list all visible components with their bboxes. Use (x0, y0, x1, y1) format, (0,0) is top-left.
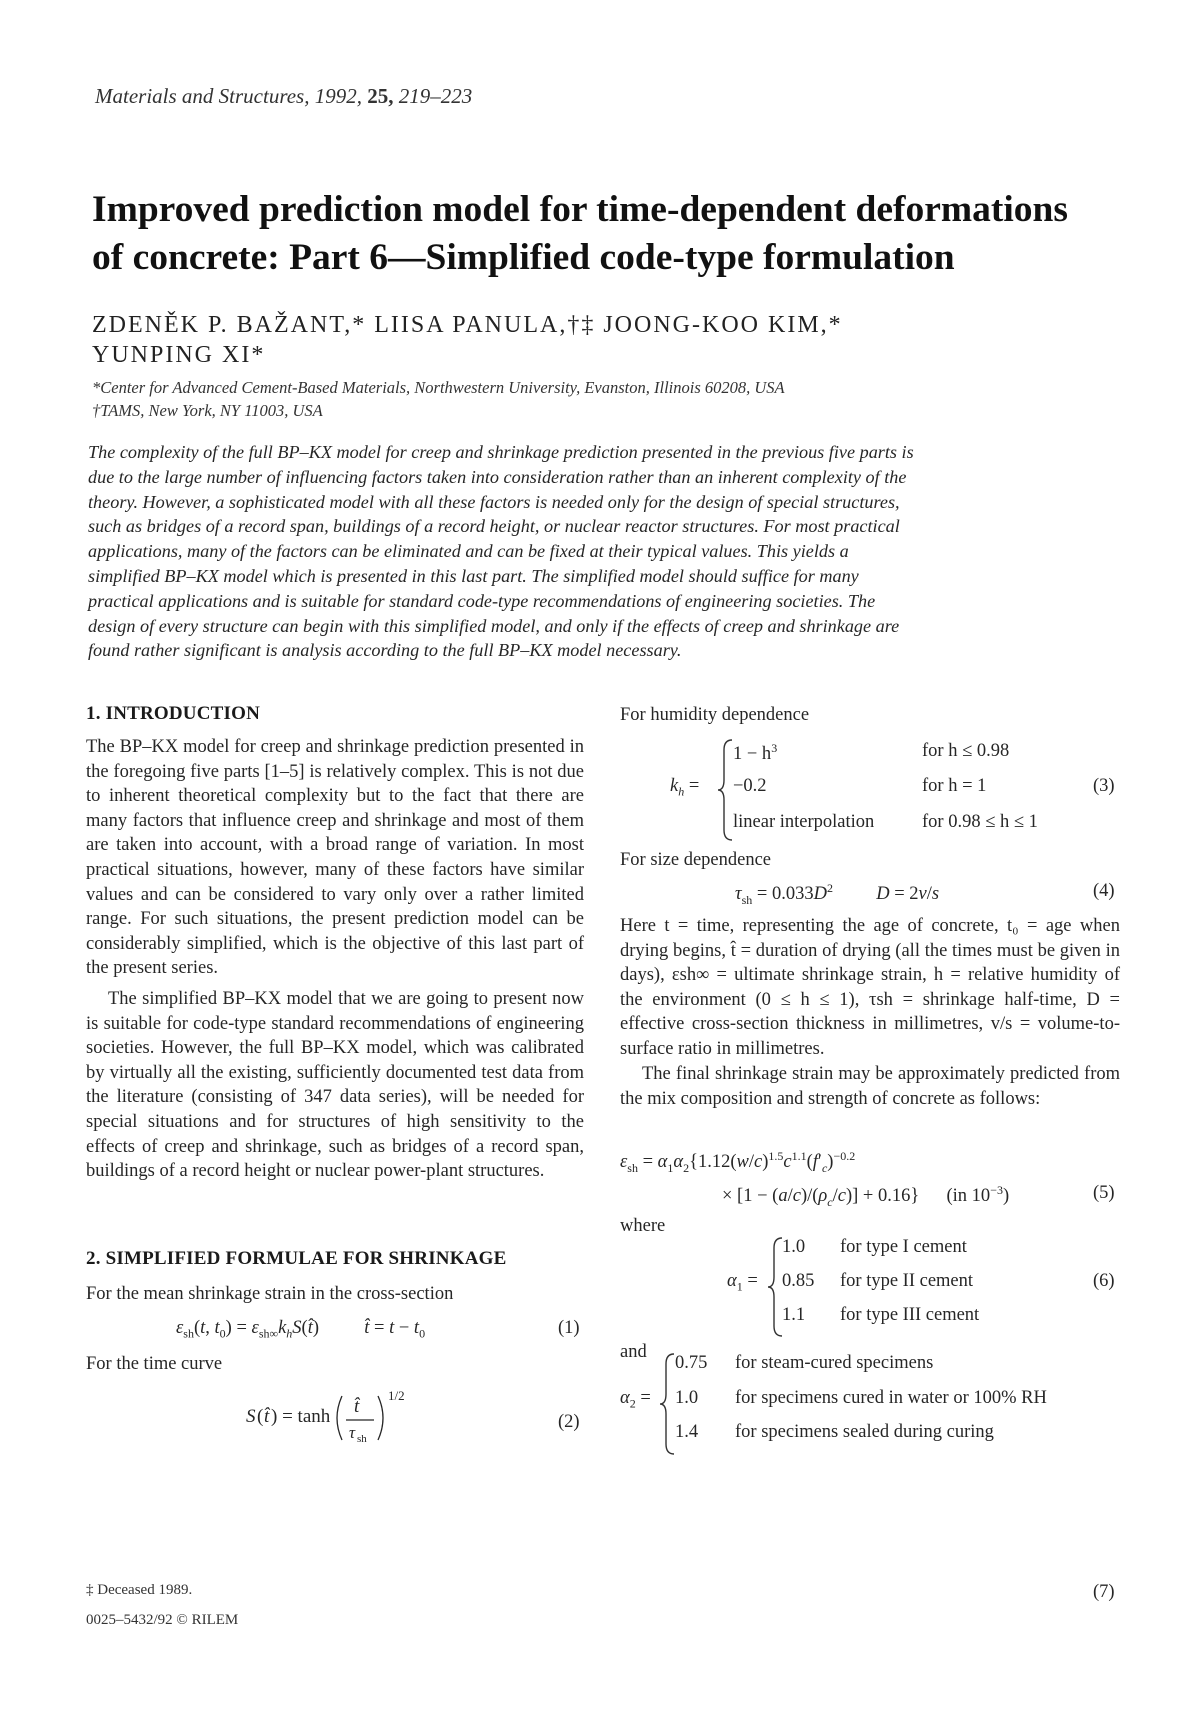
equation-3-row-2: −0.2 (733, 776, 767, 796)
equation-6-row-2-value: 0.85 (782, 1271, 815, 1291)
equation-7-row-1-desc: for steam-cured specimens (735, 1353, 934, 1373)
equation-1: $\varepsilon_{sh}(t$, $t_0$) = $\varepsilon_{sh\infty}k_hS(t̂)$ t̂ = $t - t_0$ (176, 1318, 426, 1341)
svg-text:τ: τ (349, 1423, 356, 1442)
equation-3-row-3: linear interpolation (733, 812, 875, 832)
svg-text:1/2: 1/2 (388, 1388, 405, 1403)
equation-3-row-3-condition: for 0.98 ≤ h ≤ 1 (922, 812, 1038, 832)
affiliations: *Center for Advanced Cement-Based Materials, Northwestern University, Evanston, Illinois 60208, USA †TAMS, New York, NY 11003, USA (92, 378, 785, 420)
paper-title: Improved prediction model for time-dependent deformations of concrete: Part 6—Simplified code-type formulation (92, 189, 1068, 278)
section-heading-introduction: 1. INTRODUCTION (86, 703, 261, 724)
humidity-dependence-text: For humidity dependence (620, 705, 810, 725)
final-shrinkage-text: The final shrinkage strain may be approximately predicted from the mix composition and strength of concrete as follows: (620, 1064, 1120, 1109)
equation-2-graphic (246, 1382, 446, 1446)
equation-5-line-2: × $[1 - (a/c)/(\rho_c/c)] + 0.16$} (in $10^{-3}$) (722, 1183, 1010, 1209)
equation-1-number: (1) (558, 1318, 580, 1338)
variable-definitions: Here t = time, representing the age of concrete, t₀ = age when drying begins, t̂ = duration of drying (all the times must be given in days), εsh∞ = ultimate shrinkage strain, h = relative humidity of the environment (0 ≤ h ≤ 1), τsh = shrinkage half-time, D = effective cross-section thickness in millimetres, v/s = volume-to-surface ratio in millimetres. (620, 916, 1120, 1059)
svg-text:(: ( (257, 1406, 264, 1427)
equation-2 (246, 1382, 446, 1452)
equation-7-row-2-desc: for specimens cured in water or 100% RH (735, 1388, 1047, 1408)
equation-6-number: (6) (1093, 1271, 1115, 1291)
svg-text:S: S (246, 1406, 256, 1427)
equation-7-row-2-value: 1.0 (675, 1388, 699, 1408)
svg-text:sh: sh (357, 1433, 367, 1445)
equation-4-number: (4) (1093, 881, 1115, 901)
journal-citation: Materials and Structures, 1992, 25, 219–223 (95, 84, 473, 108)
footnote-deceased: ‡ Deceased 1989. (86, 1582, 193, 1598)
equation-6-row-3-value: 1.1 (782, 1305, 806, 1325)
abstract: The complexity of the full BP–KX model for creep and shrinkage prediction presented in the previous five parts is due to the large number of influencing factors taken into consideration rather than an inherent complexity of the theory. However, a sophisticated model with all these factors is needed only for the design of special structures, such as bridges of a record span, buildings of a record height, or nuclear reactor structures. For most practical applications, many of the factors can be eliminated and can be fixed at their typical values. This yields a simplified BP–KX model which is presented in this last part. The simplified model should suffice for many practical applications and is suitable for standard code-type recommendations of engineering societies. The design of every structure can begin with this simplified model, and only if the effects of creep and shrinkage are found rather significant is analysis according to the full BP–KX model necessary. (88, 442, 914, 661)
equation-5-number: (5) (1093, 1183, 1115, 1203)
time-curve-text: For the time curve (86, 1354, 223, 1374)
equation-6-row-2-desc: for type II cement (840, 1271, 974, 1291)
equation-6-row-3-desc: for type III cement (840, 1305, 980, 1325)
equation-6-row-1-desc: for type I cement (840, 1237, 967, 1257)
where-text: where (620, 1216, 666, 1236)
and-text: and (620, 1342, 647, 1362)
equation-3-row-1-condition: for h ≤ 0.98 (922, 741, 1010, 761)
svg-text:t̂: t̂ (354, 1396, 360, 1417)
equation-7-lhs: $\alpha_2$ = (620, 1388, 651, 1411)
equation-2-number: (2) (558, 1412, 580, 1432)
equation-4: $\tau_{sh} = 0.033D^2$ D = 2v/s (735, 881, 940, 907)
equation-3-row-2-condition: for h = 1 (922, 776, 987, 796)
equation-3-lhs: $k_h$ = (670, 776, 700, 799)
equation-5-line-1: $\varepsilon_{sh} = \alpha_1\alpha_2\{1.12(w/c)^{1.5}c^{1.1}(f'_c)^{-0.2}$ (620, 1149, 856, 1175)
equation-3-row-1: $1 - h^3$ (733, 741, 778, 765)
equation-3-number: (3) (1093, 776, 1115, 796)
size-dependence-text: For size dependence (620, 850, 772, 870)
author-list: ZDENĚK P. BAŽANT,* LIISA PANULA,†‡ JOONG-KOO KIM,* YUNPING XI* (92, 312, 843, 368)
intro-paragraph-1: The BP–KX model for creep and shrinkage prediction presented in the foregoing five parts [1–5] is relatively complex. This is not due to inherent theoretical complexity but to the fact that there are many factors that influence creep and shrinkage and most of them are taken into account, with a broad range of variation. In most practical situations, however, many of these factors have similar values and can be considered to vary only over a rather limited range. For such situations, the present prediction model can be considerably simplified, which is the objective of this last part of the present series. (86, 737, 584, 979)
equation-7-number: (7) (1093, 1582, 1115, 1602)
svg-text:) = tanh: ) = tanh (271, 1406, 331, 1427)
equation-7-row-1-value: 0.75 (675, 1353, 708, 1373)
equation-7-row-3-value: 1.4 (675, 1422, 699, 1442)
section-heading-shrinkage: 2. SIMPLIFIED FORMULAE FOR SHRINKAGE (86, 1248, 507, 1269)
equation-6-row-1-value: 1.0 (782, 1237, 806, 1257)
equation-7-row-3-desc: for specimens sealed during curing (735, 1422, 994, 1442)
svg-text:t̂: t̂ (264, 1406, 270, 1427)
issn-line: 0025–5432/92 © RILEM (86, 1612, 239, 1628)
shrinkage-intro-text: For the mean shrinkage strain in the cross-section (86, 1284, 454, 1304)
equation-6-lhs: $\alpha_1$ = (727, 1271, 758, 1294)
intro-paragraph-2: The simplified BP–KX model that we are going to present now is suitable for code-type standard recommendations of engineering societies. However, the full BP–KX model, which was calibrated by virtually all the existing, sufficiently documented test data from the literature (consisting of 347 data series), will be needed for special situations and for structures of high sensitivity to the effects of creep and shrinkage, such as bridges of a record span, buildings of a record height or nuclear power-plant structures. (86, 989, 584, 1182)
